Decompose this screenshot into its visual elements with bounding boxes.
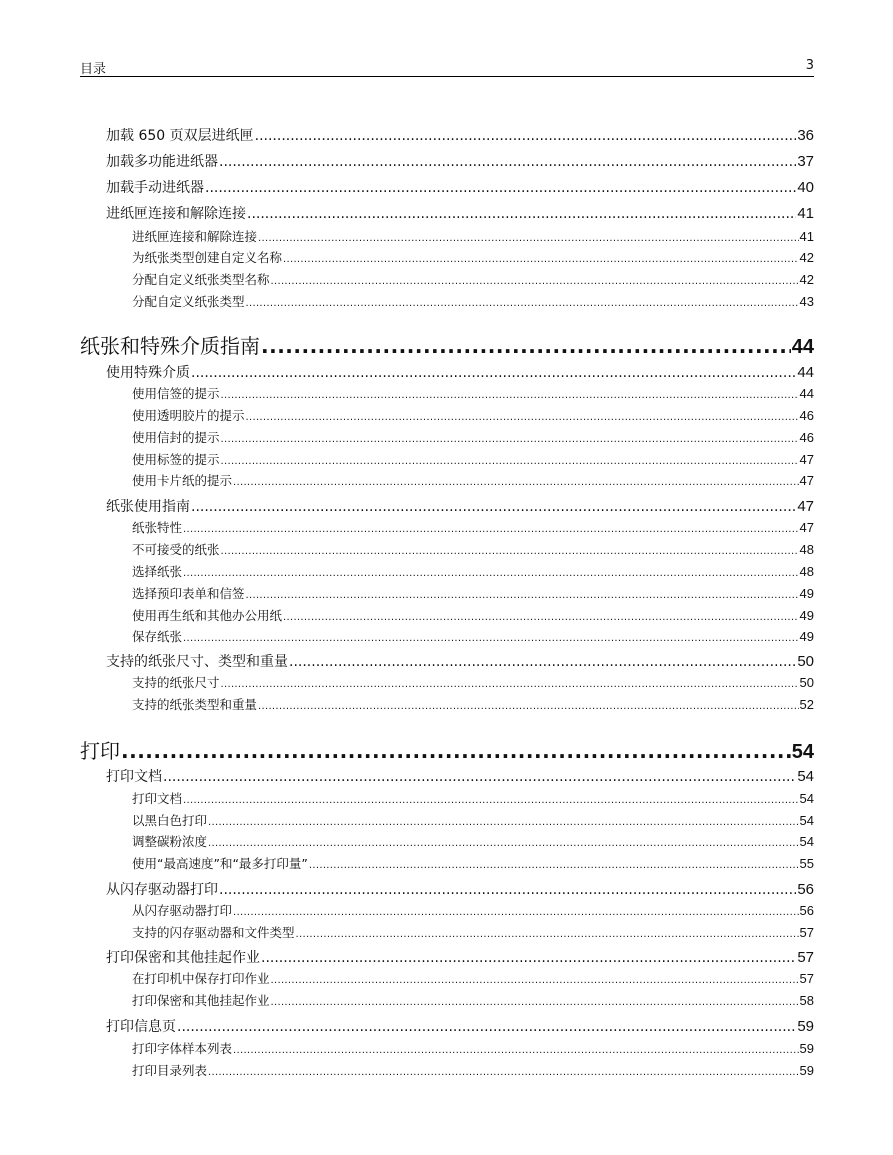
toc-subsection-entry[interactable] <box>132 562 814 578</box>
toc-entry-title: 分配自定义纸张类型 <box>132 294 245 309</box>
toc-dot-leader <box>233 477 799 488</box>
toc-entry-title: 支持的纸张尺寸、类型和重量 <box>106 654 288 670</box>
toc-entry-title: 支持的纸张尺寸 <box>132 675 220 690</box>
toc-dot-leader <box>258 233 799 244</box>
toc-section-entry[interactable] <box>106 766 814 784</box>
toc-subsection-entry[interactable] <box>132 1061 814 1077</box>
toc-subsection-entry[interactable] <box>132 471 814 487</box>
toc-entry-page: 49 <box>799 608 814 623</box>
toc-section-entry[interactable] <box>106 203 814 221</box>
toc-dot-leader <box>221 390 799 401</box>
toc-entry-title: 支持的闪存驱动器和文件类型 <box>132 925 295 940</box>
toc-dot-leader <box>205 180 796 196</box>
toc-subsection-entry[interactable] <box>132 969 814 985</box>
toc-entry-page: 54 <box>799 813 814 828</box>
toc-entry-title: 打印信息页 <box>106 1019 176 1035</box>
toc-subsection-entry[interactable] <box>132 384 814 400</box>
toc-entry-page: 47 <box>799 520 814 535</box>
toc-dot-leader <box>271 276 799 287</box>
toc-entry-title: 使用标签的提示 <box>132 452 220 467</box>
toc-entry-title: 打印保密和其他挂起作业 <box>106 950 260 966</box>
toc-entry-title: 为纸张类型创建自定义名称 <box>132 250 283 265</box>
toc-entry-page: 50 <box>799 675 814 690</box>
toc-entry-title: 在打印机中保存打印作业 <box>132 971 270 986</box>
toc-entry-title: 使用再生纸和其他办公用纸 <box>132 608 283 623</box>
toc-subsection-entry[interactable] <box>132 270 814 286</box>
toc-subsection-entry[interactable] <box>132 518 814 534</box>
toc-subsection-entry[interactable] <box>132 695 814 711</box>
toc-entry-page: 46 <box>799 430 814 445</box>
toc-entry-page: 41 <box>799 229 814 244</box>
toc-dot-leader <box>261 950 796 966</box>
toc-entry-page: 54 <box>791 741 814 763</box>
toc-dot-leader <box>289 654 796 670</box>
toc-dot-leader <box>246 590 799 601</box>
toc-entry-page: 42 <box>799 250 814 265</box>
toc-entry-title: 纸张和特殊介质指南 <box>80 334 260 358</box>
toc-entry-title: 纸张特性 <box>132 520 183 535</box>
toc-dot-leader <box>233 1045 799 1056</box>
toc-entry-title: 以黑白色打印 <box>132 813 208 828</box>
toc-subsection-entry[interactable] <box>132 811 814 827</box>
toc-entry-title: 进纸匣连接和解除连接 <box>106 206 246 222</box>
toc-entry-page: 54 <box>799 834 814 849</box>
toc-section-entry[interactable] <box>106 879 814 897</box>
toc-entry-page: 49 <box>799 629 814 644</box>
toc-entry-page: 50 <box>797 653 814 670</box>
toc-entry-title: 打印文档 <box>132 791 183 806</box>
toc-dot-leader <box>233 907 799 918</box>
toc-entry-title: 分配自定义纸张类型名称 <box>132 272 270 287</box>
toc-section-entry[interactable] <box>106 1016 814 1034</box>
toc-dot-leader <box>261 334 791 358</box>
header-title: 目录 <box>80 62 107 77</box>
toc-dot-leader <box>255 128 797 144</box>
toc-dot-leader <box>221 434 799 445</box>
toc-dot-leader <box>283 612 799 623</box>
toc-entry-title: 选择纸张 <box>132 564 183 579</box>
toc-dot-leader <box>183 633 799 644</box>
toc-subsection-entry[interactable] <box>132 450 814 466</box>
toc-dot-leader <box>183 568 799 579</box>
toc-entry-page: 59 <box>799 1063 814 1078</box>
toc-dot-leader <box>191 499 796 515</box>
toc-entry-title: 使用信封的提示 <box>132 430 220 445</box>
toc-entry-title: 打印文档 <box>106 769 162 785</box>
toc-subsection-entry[interactable] <box>132 292 814 308</box>
toc-dot-leader <box>247 206 796 222</box>
toc-entry-title: 进纸匣连接和解除连接 <box>132 229 258 244</box>
toc-subsection-entry[interactable] <box>132 789 814 805</box>
toc-entry-page: 43 <box>799 294 814 309</box>
toc-entry-title: 选择预印表单和信签 <box>132 586 245 601</box>
toc-entry-title: 使用特殊介质 <box>106 365 190 381</box>
toc-dot-leader <box>183 795 799 806</box>
toc-subsection-entry[interactable] <box>132 428 814 444</box>
toc-entry-page: 54 <box>797 768 814 785</box>
toc-entry-title: 加载手动进纸器 <box>106 180 204 196</box>
toc-entry-page: 48 <box>799 542 814 557</box>
toc-subsection-entry[interactable] <box>132 854 814 870</box>
toc-entry-page: 56 <box>797 881 814 898</box>
toc-dot-leader <box>258 701 799 712</box>
toc-dot-leader <box>219 882 796 898</box>
toc-entry-title: 从闪存驱动器打印 <box>132 903 233 918</box>
toc-entry-title: 不可接受的纸张 <box>132 542 220 557</box>
toc-dot-leader <box>183 524 799 535</box>
toc-section-entry[interactable] <box>106 362 814 380</box>
toc-entry-page: 44 <box>797 364 814 381</box>
toc-entry-title: 打印目录列表 <box>132 1063 208 1078</box>
toc-dot-leader <box>246 298 799 309</box>
toc-entry-title: 打印字体样本列表 <box>132 1041 233 1056</box>
toc-dot-leader <box>271 975 799 986</box>
toc-entry-page: 52 <box>799 697 814 712</box>
toc-entry-page: 36 <box>797 127 814 144</box>
toc-entry-title: 打印 <box>80 739 120 763</box>
toc-chapter-entry[interactable] <box>80 735 814 763</box>
toc-subsection-entry[interactable] <box>132 1039 814 1055</box>
toc-entry-title: 使用信签的提示 <box>132 386 220 401</box>
toc-entry-page: 40 <box>797 179 814 196</box>
toc-entry-page: 59 <box>799 1041 814 1056</box>
toc-subsection-entry[interactable] <box>132 627 814 643</box>
toc-entry-page: 37 <box>797 153 814 170</box>
toc-subsection-entry[interactable] <box>132 673 814 689</box>
toc-subsection-entry[interactable] <box>132 991 814 1007</box>
toc-entry-page: 41 <box>797 205 814 222</box>
toc-dot-leader <box>208 1067 799 1078</box>
toc-entry-title: 使用卡片纸的提示 <box>132 473 233 488</box>
toc-dot-leader <box>208 838 799 849</box>
toc-dot-leader <box>283 254 799 265</box>
toc-entry-title: 调整碳粉浓度 <box>132 834 208 849</box>
toc-subsection-entry[interactable] <box>132 406 814 422</box>
toc-dot-leader <box>177 1019 796 1035</box>
toc-section-entry[interactable] <box>106 947 814 965</box>
toc-dot-leader <box>246 412 799 423</box>
toc-section-entry[interactable] <box>106 151 814 169</box>
toc-section-entry[interactable] <box>106 651 814 669</box>
toc-entry-title: 使用透明胶片的提示 <box>132 408 245 423</box>
toc-section-entry[interactable] <box>106 125 814 143</box>
toc-entry-page: 44 <box>799 386 814 401</box>
toc-entry-title: 纸张使用指南 <box>106 499 190 515</box>
toc-dot-leader <box>221 546 799 557</box>
toc-dot-leader <box>296 929 799 940</box>
toc-entry-title: 打印保密和其他挂起作业 <box>132 993 270 1008</box>
toc-dot-leader <box>309 860 799 871</box>
toc-entry-page: 47 <box>799 473 814 488</box>
toc-dot-leader <box>121 739 791 763</box>
toc-dot-leader <box>208 817 799 828</box>
toc-entry-page: 58 <box>799 993 814 1008</box>
toc-subsection-entry[interactable] <box>132 584 814 600</box>
toc-entry-page: 57 <box>799 925 814 940</box>
toc-entry-page: 57 <box>797 949 814 966</box>
toc-entry-page: 47 <box>799 452 814 467</box>
toc-chapter-entry[interactable] <box>80 330 814 358</box>
toc-section-entry[interactable] <box>106 177 814 195</box>
toc-entry-page: 59 <box>797 1018 814 1035</box>
toc-dot-leader <box>271 997 799 1008</box>
toc-entry-title: 从闪存驱动器打印 <box>106 882 218 898</box>
toc-dot-leader <box>221 456 799 467</box>
toc-subsection-entry[interactable] <box>132 540 814 556</box>
toc-subsection-entry[interactable] <box>132 901 814 917</box>
toc-entry-title: 保存纸张 <box>132 629 183 644</box>
header-page-number: 3 <box>805 58 814 73</box>
toc-entry-page: 46 <box>799 408 814 423</box>
toc-entry-page: 47 <box>797 498 814 515</box>
toc-entry-page: 56 <box>799 903 814 918</box>
toc-entry-page: 48 <box>799 564 814 579</box>
toc-section-entry[interactable] <box>106 496 814 514</box>
toc-entry-page: 54 <box>799 791 814 806</box>
toc-dot-leader <box>219 154 796 170</box>
toc-entry-title: 使用“最高速度”和“最多打印量” <box>132 856 308 871</box>
toc-entry-page: 55 <box>799 856 814 871</box>
toc-subsection-entry[interactable] <box>132 606 814 622</box>
toc-dot-leader <box>221 679 799 690</box>
toc-entry-page: 42 <box>799 272 814 287</box>
toc-entry-page: 49 <box>799 586 814 601</box>
toc-entry-title: 加载 650 页双层进纸匣 <box>106 128 254 144</box>
toc-entry-title: 加载多功能进纸器 <box>106 154 218 170</box>
toc-entry-title: 支持的纸张类型和重量 <box>132 697 258 712</box>
toc-dot-leader <box>191 365 796 381</box>
toc-subsection-entry[interactable] <box>132 227 814 243</box>
toc-entry-page: 57 <box>799 971 814 986</box>
toc-subsection-entry[interactable] <box>132 832 814 848</box>
toc-subsection-entry[interactable] <box>132 923 814 939</box>
toc-entry-page: 44 <box>791 336 814 358</box>
toc-subsection-entry[interactable] <box>132 248 814 264</box>
toc-dot-leader <box>163 769 796 785</box>
